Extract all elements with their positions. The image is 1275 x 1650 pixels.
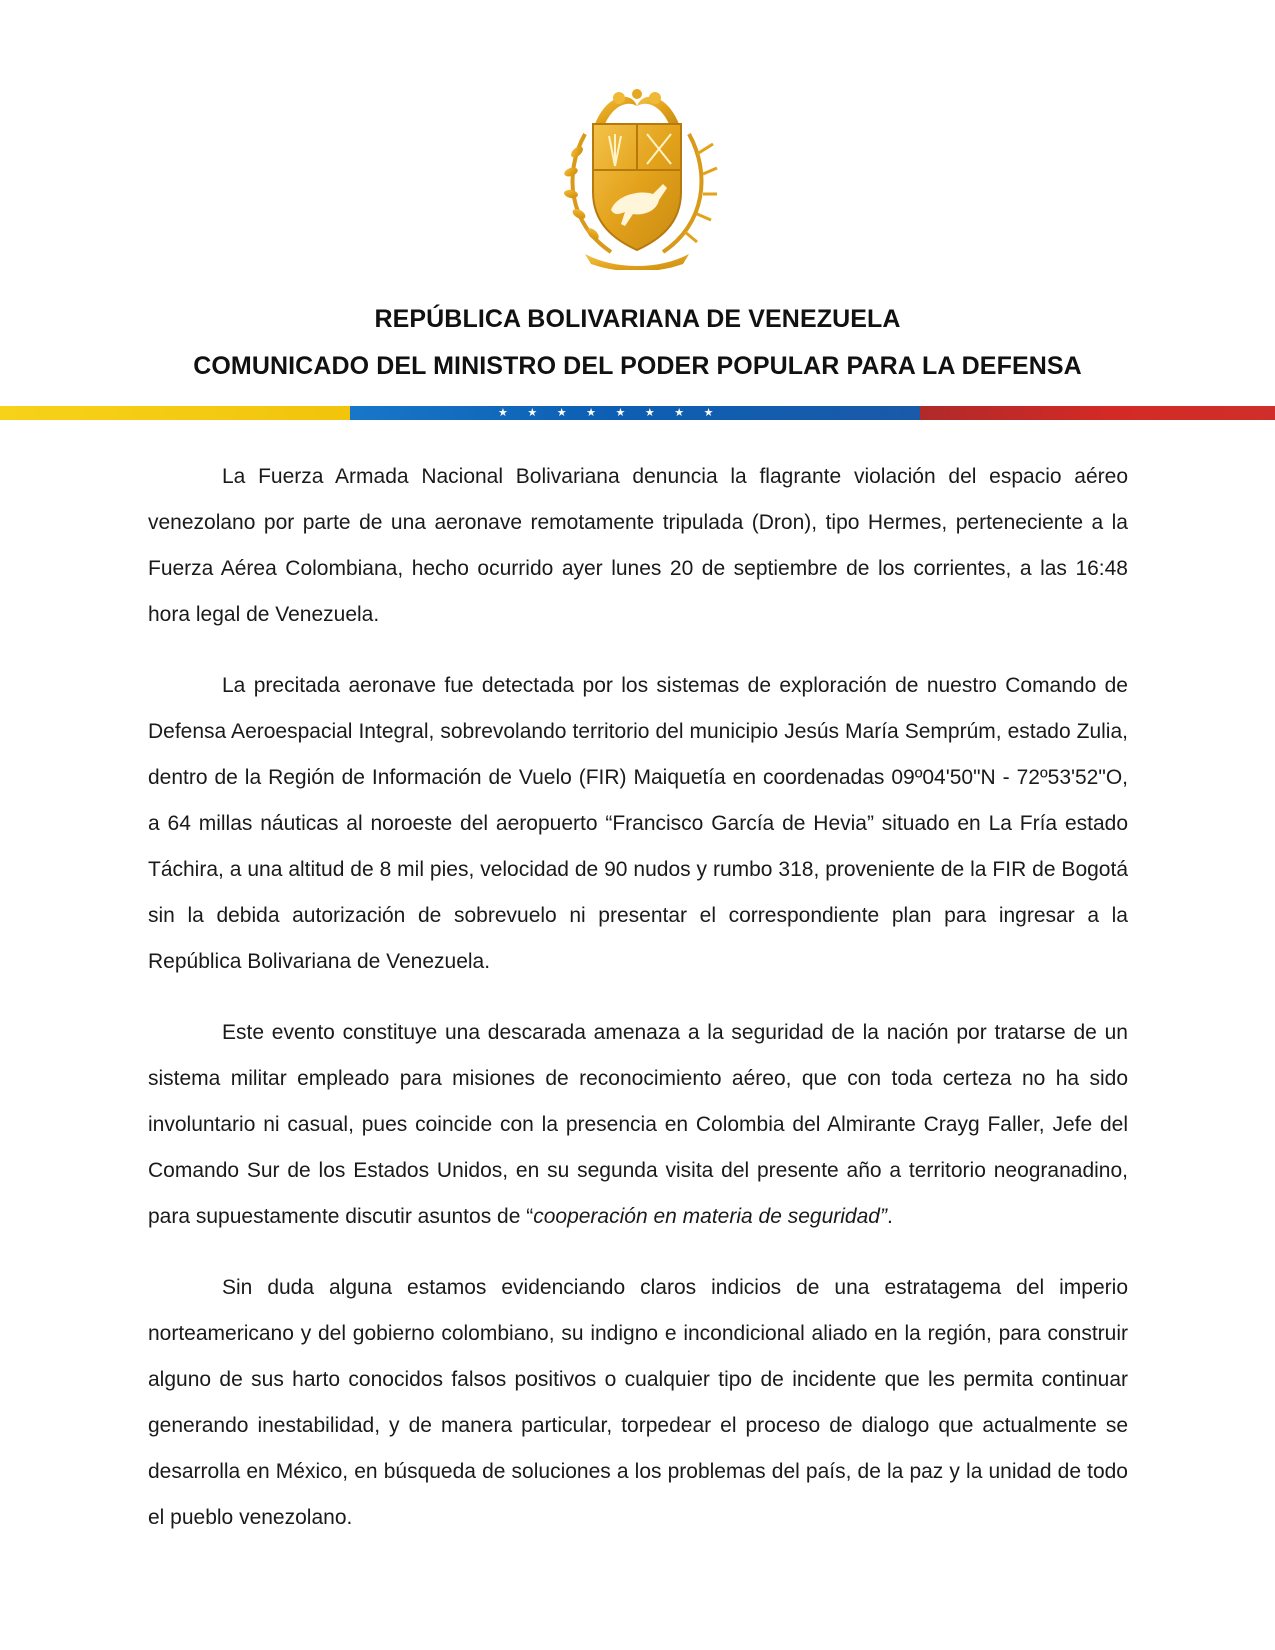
flag-blue-band — [350, 406, 920, 420]
star-icon: ★ — [586, 406, 596, 419]
paragraph-3-text: Este evento constituye una descarada amenaza a la seguridad de la nación por tratarse de un sistema militar empleado para misiones de reconocimiento aéreo, que con toda certeza no ha sido involuntario ni casual, pues coincide con la presencia en Colombia del Almirante Crayg Faller, Jefe del Comando Sur de los Estados Unidos, en su segunda visita del presente año a territorio neogranadino, para supuestamente discutir asuntos de “ — [148, 1021, 1128, 1228]
paragraph-3-quote: cooperación en materia de seguridad” — [533, 1205, 887, 1228]
communique-body — [148, 454, 1128, 1566]
paragraph-4: Sin duda alguna estamos evidenciando claros indicios de una estratagema del imperio norteamericano y del gobierno colombiano, su indigno e incondicional aliado en la región, para construir alguno de sus harto conocidos falsos positivos o cualquier tipo de incidente que les permita continuar generando inestabilidad, y de manera particular, torpedear el proceso de dialogo que actualmente se desarrolla en México, en búsqueda de soluciones a los problemas del país, de la paz y la unidad de todo el pueblo venezolano. — [148, 1276, 1128, 1529]
paragraph-3-end: . — [886, 1205, 893, 1228]
flag-red-band — [920, 406, 1275, 420]
header-communique-title: COMUNICADO DEL MINISTRO DEL PODER POPULAR PARA LA DEFENSA — [193, 352, 1082, 380]
header-country-name: REPÚBLICA BOLIVARIANA DE VENEZUELA — [374, 305, 901, 333]
star-icon: ★ — [674, 406, 685, 419]
paragraph-3 — [148, 1010, 1128, 1240]
flag-yellow-band — [0, 406, 350, 420]
star-icon: ★ — [498, 406, 508, 419]
paragraph-1: La Fuerza Armada Nacional Bolivariana denuncia la flagrante violación del espacio aéreo venezolano por parte de una aeronave remotamente tripulada (Dron), tipo Hermes, perteneciente a la Fuerza Aérea Colombiana, hecho ocurrido ayer lunes 20 de septiembre de los corrientes, a las 16:48 hora legal de Venezuela. — [148, 465, 1128, 626]
star-icon: ★ — [644, 406, 655, 419]
flag-stripe-divider — [0, 406, 1275, 420]
star-icon: ★ — [703, 406, 714, 419]
star-icon: ★ — [556, 406, 567, 419]
star-icon: ★ — [527, 406, 538, 419]
flag-stars — [498, 406, 714, 420]
paragraph-2: La precitada aeronave fue detectada por los sistemas de exploración de nuestro Comando de Defensa Aeroespacial Integral, sobrevolando territorio del municipio Jesús María Semprúm, estado Zulia, dentro de la Región de Información de Vuelo (FIR) Maiquetía en coordenadas 09º04'50"N - 72º53'52"O, a 64 millas náuticas al noroeste del aeropuerto “Francisco García de Hevia” situado en La Fría estado Táchira, a una altitud de 8 mil pies, velocidad de 90 nudos y rumbo 318, proveniente de la FIR de Bogotá sin la debida autorización de sobrevuelo ni presentar el correspondiente plan para ingresar a la República Bolivariana de Venezuela. — [148, 674, 1128, 973]
venezuela-coat-of-arms-icon — [555, 84, 719, 270]
star-icon: ★ — [615, 406, 626, 419]
